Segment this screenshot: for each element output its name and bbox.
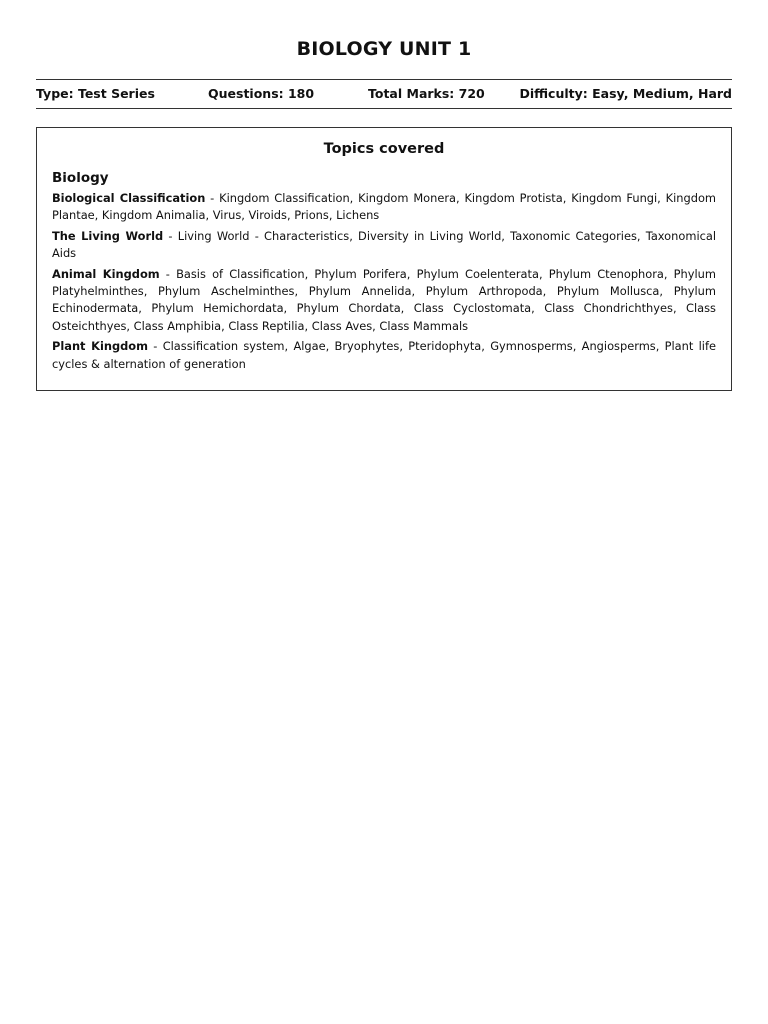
- topic-entry-living-world: [52, 228, 716, 263]
- topic-name: Animal Kingdom: [52, 266, 160, 281]
- topic-details: Kingdom Classification, Kingdom Monera, Kingdom Protista, Kingdom Fungi, Kingdom Plantae, Kingdom Animalia, Virus, Viroids, Prions, Lichens: [52, 191, 717, 223]
- topic-entry-biological-classification: [52, 190, 716, 225]
- topic-entry-plant-kingdom: [52, 338, 716, 373]
- topic-name: Biological Classification: [52, 191, 206, 205]
- topics-covered-box: [36, 127, 732, 391]
- topic-name: Plant Kingdom: [52, 339, 148, 354]
- test-type: Type: Test Series: [36, 86, 155, 101]
- total-marks: Total Marks: 720: [368, 86, 485, 101]
- topic-name: The Living World: [52, 228, 164, 243]
- topic-separator: -: [159, 266, 177, 281]
- topic-separator: -: [147, 339, 163, 354]
- test-info-bar: [36, 79, 732, 109]
- subject-name: Biology: [52, 170, 109, 186]
- topic-separator: -: [205, 191, 220, 205]
- page-title: BIOLOGY UNIT 1: [296, 38, 472, 60]
- difficulty-levels: Difficulty: Easy, Medium, Hard: [519, 86, 732, 101]
- topics-heading: Topics covered: [323, 141, 445, 157]
- topic-details: Classification system, Algae, Bryophytes, Pteridophyta, Gymnosperms, Angiosperms, Plant life cycles & alternation of generation: [52, 339, 716, 371]
- topic-details: Living World - Characteristics, Diversity in Living World, Taxonomic Categories, Taxonomical Aids: [52, 228, 717, 261]
- topic-separator: -: [163, 228, 178, 243]
- topic-entry-animal-kingdom: [52, 266, 716, 336]
- topic-details: Basis of Classification, Phylum Porifera, Phylum Coelenterata, Phylum Ctenophora, Phylum Platyhelminthes, Phylum Aschelminthes, Phylum Annelida, Phylum Arthropoda, Phylum Mollusca, Phylum Echinodermata, Phylum Hemichordata, Phylum Chordata, Class Cyclostomata, Class Chondrichthyes, Class Osteichthyes, Class Amphibia, Class Reptilia, Class Aves, Class Mammals: [52, 266, 716, 333]
- question-count: Questions: 180: [208, 86, 315, 101]
